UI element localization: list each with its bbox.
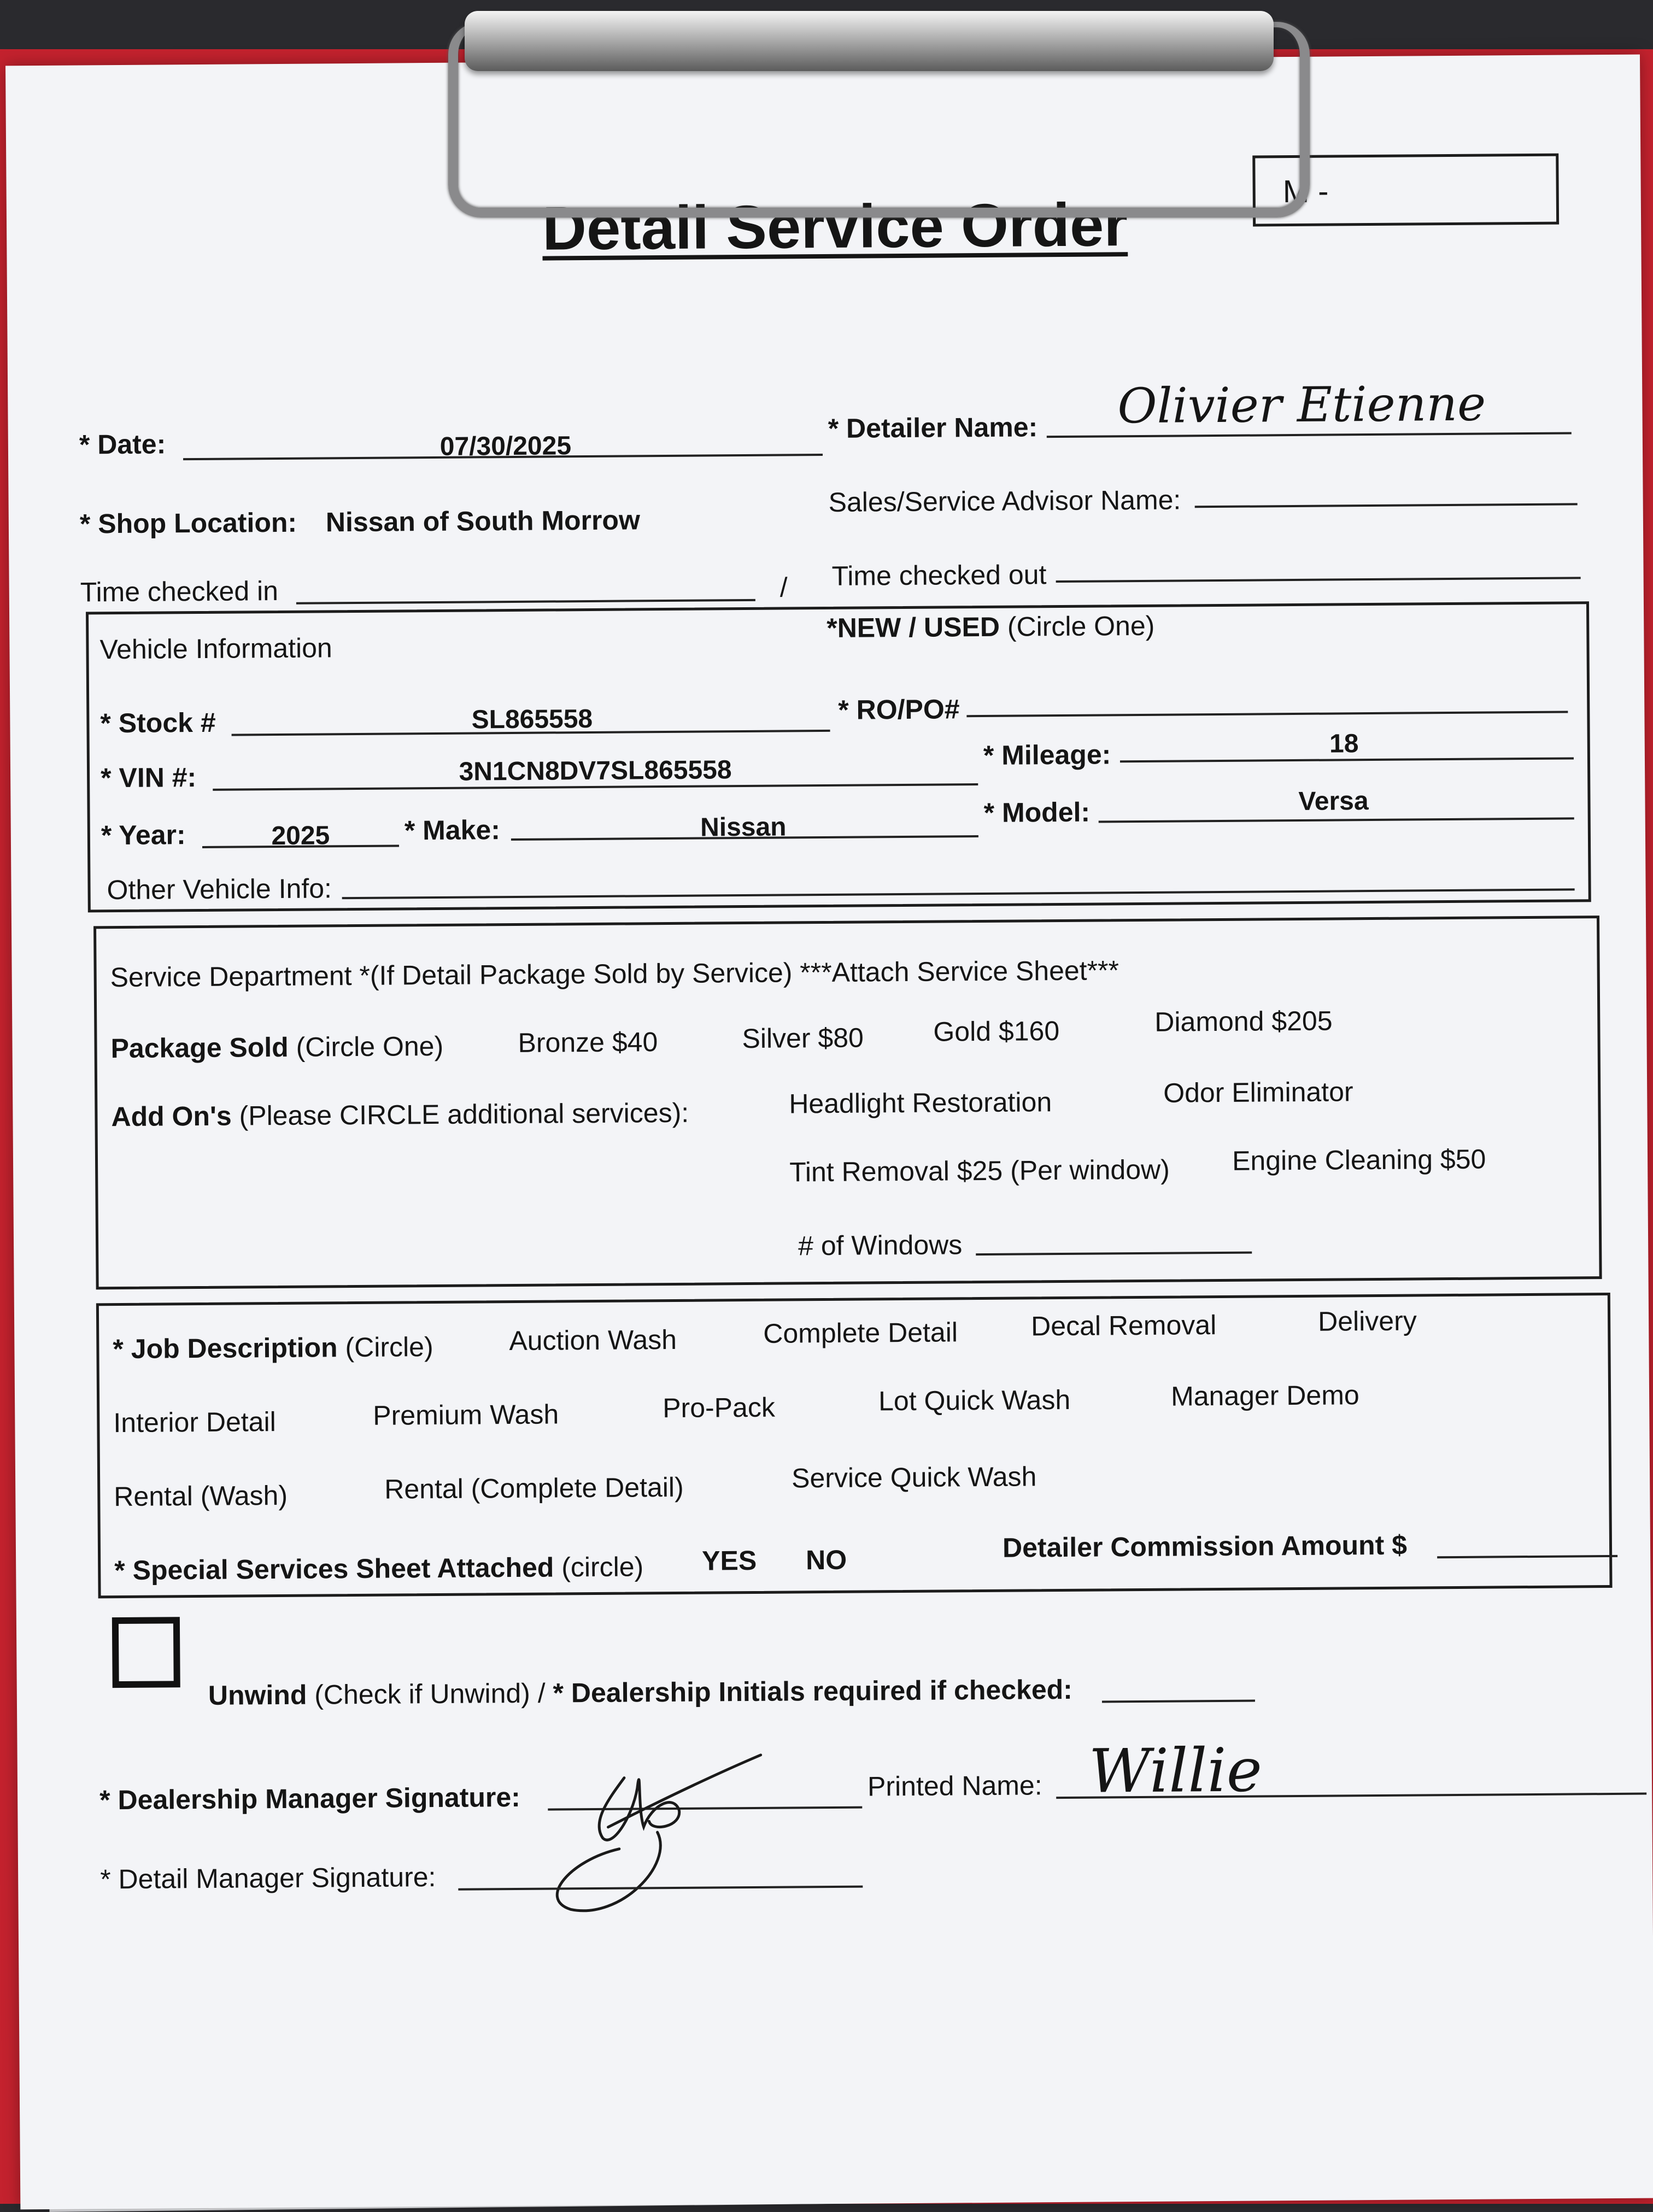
unwind-checkbox[interactable] — [112, 1617, 180, 1688]
job-option[interactable]: Rental (Complete Detail) — [384, 1471, 684, 1505]
add-on-option[interactable]: Headlight Restoration — [789, 1087, 1052, 1119]
special-services-note: (circle) — [561, 1551, 644, 1583]
advisor-line[interactable] — [1195, 503, 1578, 508]
unwind-note: (Check if Unwind) / — [314, 1677, 546, 1710]
job-description-note: (Circle) — [345, 1331, 433, 1363]
job-option[interactable]: Auction Wash — [509, 1324, 677, 1357]
detail-manager-signature-label: * Detail Manager Signature: — [100, 1862, 436, 1895]
mileage-label: * Mileage: — [983, 739, 1111, 771]
job-option[interactable]: Rental (Wash) — [114, 1480, 288, 1512]
printed-name-handwritten[interactable]: Willie — [1088, 1735, 1263, 1806]
special-services-yes[interactable]: YES — [701, 1545, 757, 1576]
new-used-label[interactable]: *NEW / USED — [826, 611, 1000, 643]
time-out-line[interactable] — [1056, 577, 1581, 583]
add-ons-note: (Please CIRCLE additional services): — [239, 1097, 689, 1131]
job-option[interactable]: Service Quick Wash — [791, 1461, 1037, 1494]
special-services-no[interactable]: NO — [805, 1544, 847, 1576]
vin-value[interactable]: 3N1CN8DV7SL865558 — [459, 755, 732, 787]
time-separator: / — [779, 572, 788, 603]
ro-po-label: * RO/PO# — [838, 694, 960, 725]
model-label: * Model: — [983, 796, 1091, 828]
job-option[interactable]: Decal Removal — [1030, 1310, 1217, 1342]
detailer-label: * Detailer Name: — [828, 412, 1038, 444]
job-option[interactable]: Premium Wash — [373, 1399, 559, 1431]
mileage-value[interactable]: 18 — [1329, 729, 1359, 759]
time-in-line[interactable] — [296, 599, 755, 605]
add-on-option[interactable]: Engine Cleaning $50 — [1232, 1143, 1486, 1176]
unwind-label: Unwind — [208, 1679, 307, 1711]
stock-value[interactable]: SL865558 — [471, 704, 593, 735]
year-label: * Year: — [101, 819, 186, 851]
year-value[interactable]: 2025 — [271, 821, 330, 851]
package-option[interactable]: Silver $80 — [742, 1022, 864, 1054]
special-services-label: * Special Services Sheet Attached — [114, 1552, 554, 1586]
job-option[interactable]: Complete Detail — [763, 1317, 958, 1349]
date-value[interactable]: 07/30/2025 — [439, 431, 572, 461]
job-option[interactable]: Pro-Pack — [663, 1392, 776, 1424]
model-value[interactable]: Versa — [1298, 787, 1369, 816]
package-option[interactable]: Gold $160 — [933, 1016, 1060, 1047]
dealership-manager-signature-label: * Dealership Manager Signature: — [99, 1781, 521, 1816]
advisor-label: Sales/Service Advisor Name: — [828, 484, 1181, 518]
job-option[interactable]: Interior Detail — [113, 1406, 276, 1439]
package-option[interactable]: Bronze $40 — [518, 1026, 658, 1058]
job-option[interactable]: Lot Quick Wash — [878, 1384, 1071, 1417]
shop-location-label: * Shop Location: — [79, 507, 297, 539]
package-option[interactable]: Diamond $205 — [1154, 1005, 1333, 1037]
make-value[interactable]: Nissan — [700, 812, 787, 842]
new-used-note: (Circle One) — [1007, 610, 1155, 642]
shop-location-value: Nissan of South Morrow — [325, 504, 641, 538]
add-on-option[interactable]: Odor Eliminator — [1163, 1076, 1353, 1108]
package-sold-label: Package Sold — [110, 1031, 289, 1064]
dealership-initials-line[interactable] — [1102, 1700, 1255, 1703]
time-in-label: Time checked in — [80, 575, 279, 608]
service-header: Service Department *(If Detail Package Sold by Service) ***Attach Service Sheet*** — [110, 955, 1119, 993]
job-option[interactable]: Delivery — [1317, 1305, 1417, 1337]
add-on-option[interactable]: Tint Removal $25 (Per window) — [789, 1154, 1170, 1188]
commission-label: Detailer Commission Amount $ — [1002, 1529, 1408, 1563]
dealership-manager-signature — [542, 1744, 778, 1921]
vehicle-info-label: Vehicle Information — [99, 632, 332, 665]
windows-label: # of Windows — [798, 1229, 963, 1262]
dealership-initials-label: * Dealership Initials required if checked: — [553, 1674, 1073, 1709]
job-option[interactable]: Manager Demo — [1170, 1380, 1359, 1412]
date-label: * Date: — [79, 429, 166, 460]
form-title: Detail Service Order — [542, 190, 1128, 263]
stock-label: * Stock # — [100, 707, 216, 739]
job-description-label: * Job Description — [113, 1332, 338, 1365]
order-number-label: M - — [1282, 173, 1329, 210]
add-ons-label: Add On's — [111, 1100, 232, 1133]
detailer-handwritten-name[interactable]: Olivier Etienne — [1117, 375, 1486, 435]
clipboard-clip — [465, 11, 1274, 71]
vin-label: * VIN #: — [100, 762, 197, 794]
time-out-label: Time checked out — [831, 559, 1047, 591]
package-sold-note: (Circle One) — [296, 1030, 444, 1063]
service-order-form — [5, 55, 1653, 2210]
other-vehicle-info-label: Other Vehicle Info: — [107, 873, 332, 906]
printed-name-label: Printed Name: — [867, 1770, 1042, 1802]
make-label: * Make: — [404, 814, 501, 846]
